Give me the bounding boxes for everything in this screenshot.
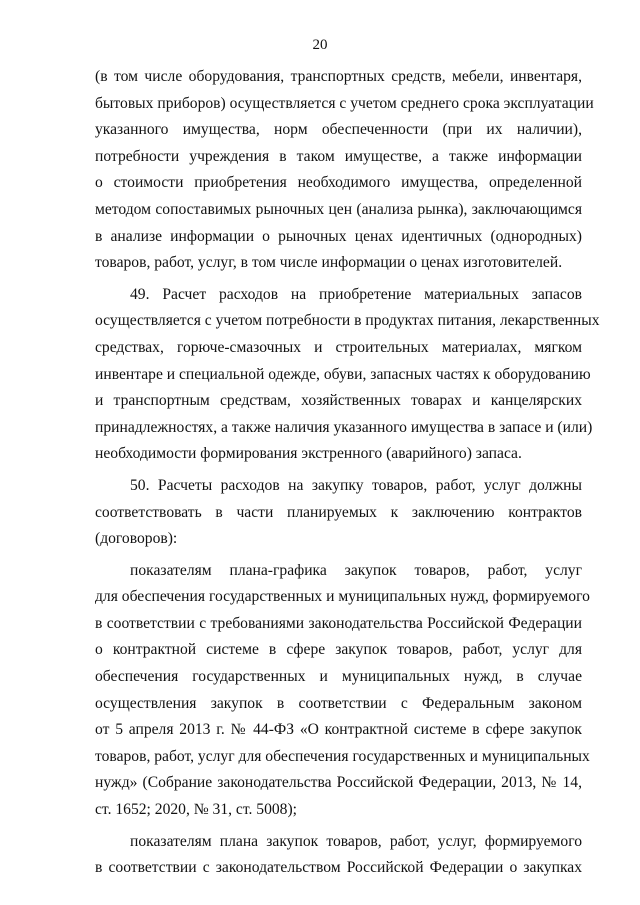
paragraph-49 — [95, 282, 600, 468]
text-line: методом сопоставимых рыночных цен (анализа рынка), заключающимся — [95, 200, 582, 218]
text-line: указанного имущества, норм обеспеченности (при их наличии), — [95, 121, 582, 139]
text-line: 50. Расчеты расходов на закупку товаров, работ, услуг должны — [130, 476, 582, 494]
text-line: потребности учреждения в таком имуществе, а также информации — [95, 147, 582, 165]
text-line: для обеспечения государственных и муниципальных нужд, формируемого — [95, 588, 590, 606]
text-line: показателям плана закупок товаров, работ, услуг, формируемого — [130, 832, 582, 850]
text-line: осуществления закупок в соответствии с Федеральным законом — [95, 694, 582, 712]
text-line: соответствовать в части планируемых к заключению контрактов — [95, 503, 582, 521]
text-line: обеспечения государственных и муниципальных нужд, в случае — [95, 668, 582, 686]
text-line: в соответствии с законодательством Российской Федерации о закупках — [95, 859, 582, 877]
text-line: от 5 апреля 2013 г. № 44-ФЗ «О контрактной системе в сфере закупок — [95, 721, 582, 739]
text-line: 49. Расчет расходов на приобретение материальных запасов — [130, 285, 582, 303]
page-number: 20 — [312, 37, 328, 53]
paragraph-50 — [95, 473, 582, 553]
text-line: необходимости формирования экстренного (аварийного) запаса. — [95, 445, 522, 463]
paragraph-procurement-plan — [95, 829, 582, 882]
text-line: бытовых приборов) осуществляется с учетом среднего срока эксплуатации — [95, 94, 594, 112]
text-line: (в том числе оборудования, транспортных средств, мебели, инвентаря, — [95, 68, 582, 85]
text-line: о стоимости приобретения необходимого имущества, определенной — [95, 174, 582, 192]
paragraph-plan-schedule — [95, 558, 590, 824]
text-line: ст. 1652; 2020, № 31, ст. 5008); — [95, 801, 298, 819]
text-line: показателям плана-графика закупок товаров, работ, услуг — [130, 561, 582, 579]
text-line: товаров, работ, услуг, в том числе информации о ценах изготовителей. — [95, 254, 563, 272]
document-body — [95, 64, 600, 882]
text-line: о контрактной системе в сфере закупок товаров, работ, услуг для — [95, 641, 582, 659]
text-line: (договоров): — [95, 530, 178, 548]
text-line: осуществляется с учетом потребности в продуктах питания, лекарственных — [95, 312, 600, 330]
text-line: товаров, работ, услуг для обеспечения государственных и муниципальных — [95, 747, 590, 765]
text-line: в соответствии с требованиями законодательства Российской Федерации — [95, 614, 582, 632]
text-line: инвентаре и специальной одежде, обуви, запасных частях к оборудованию — [95, 365, 591, 383]
text-line: нужд» (Собрание законодательства Российской Федерации, 2013, № 14, — [95, 774, 582, 792]
text-line: и транспортным средствам, хозяйственных товарах и канцелярских — [95, 392, 582, 410]
text-line: в анализе информации о рыночных ценах идентичных (однородных) — [95, 227, 582, 245]
text-line: средствах, горюче-смазочных и строительных материалах, мягком — [95, 338, 582, 356]
text-line: принадлежностях, а также наличия указанного имущества в запасе и (или) — [95, 418, 593, 436]
paragraph-1 — [95, 64, 594, 277]
